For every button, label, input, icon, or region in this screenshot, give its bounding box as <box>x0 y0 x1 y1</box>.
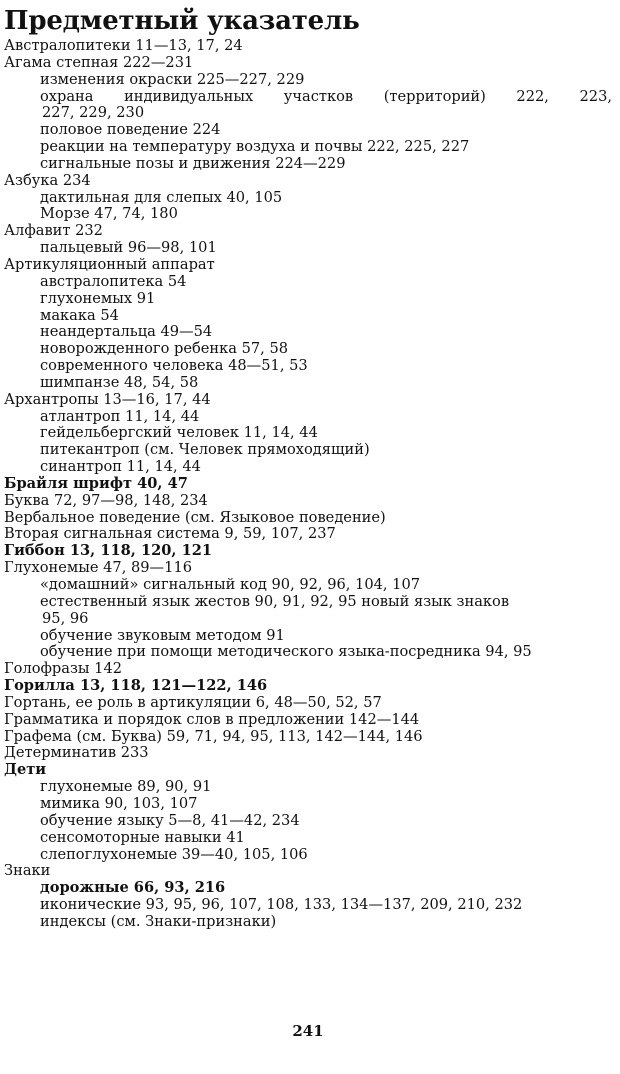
index-subentry: реакции на температуру воздуха и почвы 222, 225, 227 <box>40 138 470 156</box>
index-page <box>4 0 612 1074</box>
index-entry: Азбука 234 <box>4 171 91 189</box>
index-subentry: синантроп 11, 14, 44 <box>40 458 201 476</box>
index-subentry: изменения окраски 225—227, 229 <box>40 70 305 88</box>
index-entry: Буква 72, 97—98, 148, 234 <box>4 491 208 509</box>
index-entry: Грамматика и порядок слов в предложении 142—144 <box>4 710 420 728</box>
index-subentry: обучение при помощи методического языка-посредника 94, 95 <box>40 643 532 661</box>
index-entry: Брайля шрифт 40, 47 <box>4 474 188 492</box>
index-subentry: шимпанзе 48, 54, 58 <box>40 373 199 391</box>
index-entry: Алфавит 232 <box>4 222 103 240</box>
index-entry: Голофразы 142 <box>4 660 123 678</box>
index-subentry: мимика 90, 103, 107 <box>40 794 198 812</box>
index-subentry: Морзе 47, 74, 180 <box>40 205 178 223</box>
index-entry: Вторая сигнальная система 9, 59, 107, 237 <box>4 525 336 543</box>
index-subentry: обучение звуковым методом 91 <box>40 626 285 644</box>
index-entry: Знаки <box>4 862 51 880</box>
index-subentry: 95, 96 <box>42 609 89 627</box>
index-entry: Графема (см. Буква) 59, 71, 94, 95, 113, 142—144, 146 <box>4 727 423 745</box>
index-subentry: индексы (см. Знаки-признаки) <box>40 912 277 930</box>
index-subentry: глухонемых 91 <box>40 289 156 307</box>
index-entry: Вербальное поведение (см. Языковое поведение) <box>4 508 386 526</box>
index-subentry: неандертальца 49—54 <box>40 323 213 341</box>
index-subentry: «домашний» сигнальный код 90, 92, 96, 104, 107 <box>40 576 421 593</box>
index-subentry: макака 54 <box>40 306 119 324</box>
index-entry: Глухонемые 47, 89—116 <box>4 559 193 577</box>
index-subentry: естественный язык жестов 90, 91, 92, 95 новый язык знаков <box>40 592 510 610</box>
index-entry: Австралопитеки 11—13, 17, 24 <box>4 37 243 54</box>
index-subentry: пальцевый 96—98, 101 <box>40 239 217 257</box>
index-subentry: гейдельбергский человек 11, 14, 44 <box>40 424 318 442</box>
index-subentry: иконические 93, 95, 96, 107, 108, 133, 134—137, 209, 210, 232 <box>40 896 523 914</box>
index-entry: Архантропы 13—16, 17, 44 <box>4 390 211 408</box>
index-subentry: новорожденного ребенка 57, 58 <box>40 340 289 358</box>
index-subentry: половое поведение 224 <box>40 121 221 139</box>
index-subentry: австралопитека 54 <box>40 272 187 290</box>
index-subentry: современного человека 48—51, 53 <box>40 357 308 375</box>
index-subentry: слепоглухонемые 39—40, 105, 106 <box>40 845 308 863</box>
index-entry: Артикуляционный аппарат <box>4 255 215 273</box>
index-entry: Детерминатив 233 <box>4 744 149 762</box>
index-subentry: обучение языку 5—8, 41—42, 234 <box>40 811 300 829</box>
index-subentry: дактильная для слепых 40, 105 <box>40 188 283 206</box>
index-subentry: питекантроп (см. Человек прямоходящий) <box>40 441 370 459</box>
index-entries <box>4 38 612 931</box>
page-title: Предметный указатель <box>4 6 360 36</box>
page-number: 241 <box>292 1022 324 1040</box>
index-subentry: охрана индивидуальных участков (территорий) 222, 223, <box>40 87 612 105</box>
index-entry: Гиббон 13, 118, 120, 121 <box>4 542 213 560</box>
index-subentry: атлантроп 11, 14, 44 <box>40 407 200 425</box>
index-subentry: сенсомоторные навыки 41 <box>40 828 245 846</box>
index-subentry: дорожные 66, 93, 216 <box>40 879 226 897</box>
index-subentry: глухонемые 89, 90, 91 <box>40 778 212 796</box>
index-subentry: сигнальные позы и движения 224—229 <box>40 154 346 172</box>
index-entry: Агама степная 222—231 <box>4 53 194 71</box>
index-entry: Гортань, ее роль в артикуляции 6, 48—50, 52, 57 <box>4 693 382 711</box>
index-entry: Дети <box>4 761 47 779</box>
index-entry: Горилла 13, 118, 121—122, 146 <box>4 677 268 695</box>
index-subentry: 227, 229, 230 <box>42 104 145 122</box>
